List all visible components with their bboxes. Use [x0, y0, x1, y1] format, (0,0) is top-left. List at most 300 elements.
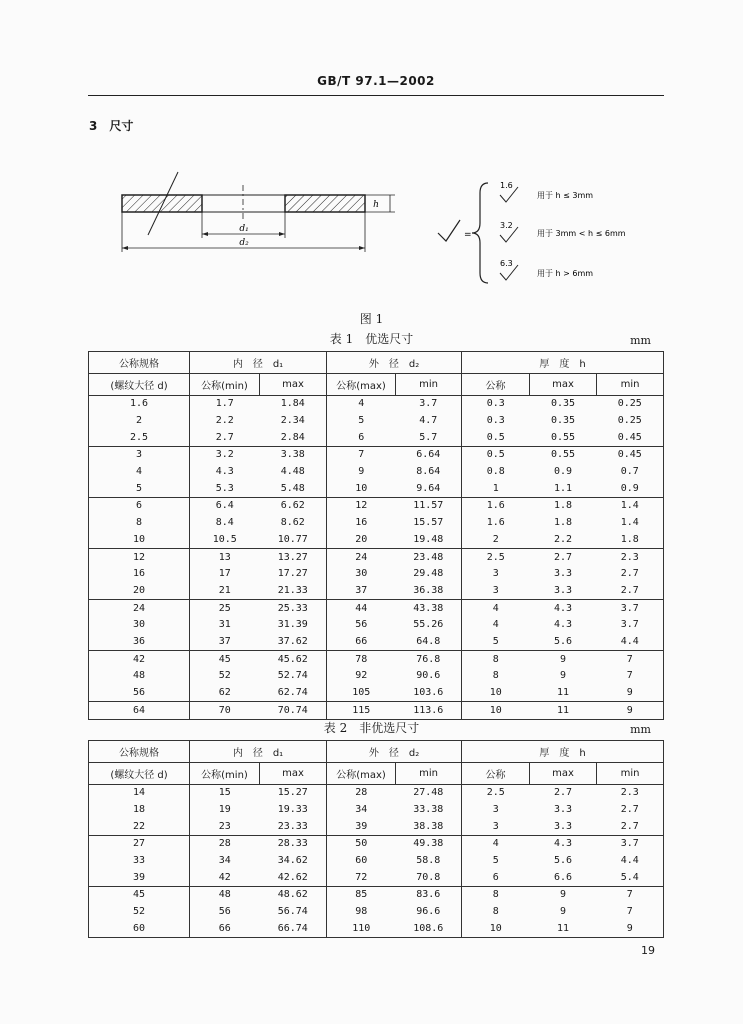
table-cell: 0.55 [530, 447, 597, 464]
col-thick-nominal: 公称 [462, 374, 530, 396]
table-cell: 92 [355, 670, 368, 682]
table-cell: 62.74 [260, 685, 327, 702]
table-row [89, 413, 664, 430]
roughness-note-3: 用于 h > 6mm [537, 269, 594, 278]
table-cell: 31 [218, 619, 231, 631]
table-row [89, 818, 664, 835]
table-cell: 0.35 [550, 415, 576, 427]
col-thick-nominal: 公称 [462, 763, 530, 785]
col-spec-header: 公称规格 [89, 741, 190, 763]
table-cell: 20 [355, 533, 368, 545]
table-cell: 110 [327, 921, 396, 938]
table-cell: 64 [89, 702, 190, 720]
table-cell: 52 [89, 904, 190, 921]
table-cell: 23 [218, 820, 231, 832]
table-cell: 14 [89, 785, 190, 802]
table-cell: 6.4 [190, 498, 260, 515]
table-row [89, 651, 664, 668]
table-cell: 52 [218, 670, 231, 682]
table-cell: 8 [492, 906, 499, 918]
table-cell: 30 [89, 617, 190, 634]
section-number: 3 [89, 119, 98, 133]
table-cell: 66 [355, 635, 368, 647]
table-cell: 3 [492, 820, 499, 832]
table-cell: 10 [489, 687, 502, 699]
table-cell: 11.57 [396, 498, 462, 515]
table-cell: 1 [492, 482, 499, 494]
table-cell: 56.74 [260, 904, 327, 921]
table-row [89, 566, 664, 583]
table-cell: 5 [492, 855, 499, 867]
col-outer-nominal: 公称(max) [327, 374, 396, 396]
table-cell: 11 [557, 687, 570, 699]
table-cell: 6 [492, 871, 499, 883]
table-cell: 42 [89, 651, 190, 668]
table-cell: 0.45 [597, 447, 664, 464]
table-preferred-sizes [88, 351, 664, 720]
col-thick-max: max [530, 763, 597, 785]
table-cell: 10 [462, 702, 530, 720]
table-cell: 3.3 [554, 568, 573, 580]
table-cell: 3 [492, 584, 499, 596]
table-row [89, 921, 664, 938]
table-cell: 1.8 [597, 532, 664, 549]
table-cell: 4.48 [260, 464, 327, 481]
table-cell: 9 [597, 921, 664, 938]
table-cell: 25.33 [260, 600, 327, 617]
table-cell: 25 [190, 600, 260, 617]
table-cell: 83.6 [396, 887, 462, 904]
table2-caption: 表 2 非优选尺寸 [323, 721, 420, 735]
table-cell: 62 [218, 687, 231, 699]
table-cell: 3.38 [260, 447, 327, 464]
table-row [89, 836, 664, 853]
table-cell: 0.55 [550, 431, 576, 443]
table-row [89, 668, 664, 685]
table-non-preferred-sizes [88, 740, 664, 938]
table-cell: 5 [358, 415, 365, 427]
col-inner-diameter: 内 径 d₁ [190, 352, 327, 374]
table-cell: 2.34 [260, 413, 327, 430]
table-cell: 9 [560, 670, 567, 682]
table-cell: 108.6 [396, 921, 462, 938]
table-cell: 6.62 [260, 498, 327, 515]
table-row [89, 853, 664, 870]
table-cell: 5 [492, 635, 499, 647]
table-cell: 5.48 [260, 480, 327, 497]
table-cell: 28 [190, 836, 260, 853]
table-cell: 4 [327, 396, 396, 413]
table-cell: 56 [355, 619, 368, 631]
table-cell: 8 [492, 670, 499, 682]
table-cell: 42 [218, 871, 231, 883]
table-cell: 4.4 [597, 634, 664, 651]
table-cell: 10.77 [260, 532, 327, 549]
table-cell: 15.57 [396, 515, 462, 532]
table-cell: 9 [530, 651, 597, 668]
table-cell: 5.6 [554, 635, 573, 647]
table-cell: 4 [462, 836, 530, 853]
table-cell: 5.3 [215, 482, 234, 494]
table-cell: 2.5 [462, 549, 530, 566]
brace-icon [472, 183, 488, 283]
table-row [89, 549, 664, 566]
table-cell: 34 [355, 804, 368, 816]
table-cell: 28 [327, 785, 396, 802]
table-cell: 8.62 [260, 515, 327, 532]
table-cell: 28.33 [260, 836, 327, 853]
table-cell: 13.27 [260, 549, 327, 566]
table1-caption: 表 1 优选尺寸 [329, 332, 414, 346]
table-cell: 15 [190, 785, 260, 802]
table-cell: 3.7 [396, 396, 462, 413]
table-row [89, 396, 664, 413]
table-cell: 2.84 [260, 429, 327, 446]
table-row [89, 802, 664, 819]
table-row [89, 480, 664, 497]
table-cell: 2 [89, 413, 190, 430]
washer-right-section [285, 195, 365, 212]
col-outer-min: min [396, 374, 462, 396]
table-cell: 115 [327, 702, 396, 720]
table-cell: 21 [218, 584, 231, 596]
table-cell: 8 [89, 515, 190, 532]
table-cell: 4 [89, 464, 190, 481]
table-cell: 10 [462, 921, 530, 938]
table-cell: 66.74 [260, 921, 327, 938]
table-cell: 58.8 [396, 853, 462, 870]
table-cell: 37 [218, 635, 231, 647]
table-cell: 6.6 [554, 871, 573, 883]
table-cell: 55.26 [396, 617, 462, 634]
table-cell: 11 [530, 921, 597, 938]
roughness-note-2: 用于 3mm < h ≤ 6mm [537, 229, 626, 238]
table-cell: 76.8 [396, 651, 462, 668]
table-cell: 7 [597, 651, 664, 668]
table-cell: 103.6 [396, 685, 462, 702]
table-cell: 48.62 [260, 887, 327, 904]
table-cell: 10 [355, 482, 368, 494]
page-header: GB/T 97.1—2002 [317, 74, 435, 88]
table-cell: 34.62 [260, 853, 327, 870]
table-cell: 1.4 [597, 498, 664, 515]
table-cell: 38.38 [396, 818, 462, 835]
table-cell: 3.3 [554, 820, 573, 832]
roughness-value-1: 1.6 [500, 181, 513, 190]
col-spec-subheader: (螺纹大径 d) [89, 374, 190, 396]
table-cell: 52.74 [260, 668, 327, 685]
table-cell: 39 [355, 820, 368, 832]
table-cell: 2.7 [530, 785, 597, 802]
table-cell: 1.6 [462, 498, 530, 515]
col-spec-subheader: (螺纹大径 d) [89, 763, 190, 785]
table-cell: 4.3 [530, 600, 597, 617]
table-cell: 33 [89, 853, 190, 870]
table-cell: 6.64 [396, 447, 462, 464]
table-cell: 8.64 [396, 464, 462, 481]
table-row [89, 887, 664, 904]
table-cell: 9.64 [396, 480, 462, 497]
table-cell: 45 [89, 887, 190, 904]
table-cell: 3 [492, 804, 499, 816]
table-cell: 0.5 [462, 447, 530, 464]
table-cell: 33.38 [396, 802, 462, 819]
table-cell: 7 [327, 447, 396, 464]
table-cell: 5.6 [554, 855, 573, 867]
table-cell: 21.33 [260, 583, 327, 600]
table-cell: 4.3 [554, 619, 573, 631]
table-cell: 45 [190, 651, 260, 668]
table-cell: 9 [597, 685, 664, 702]
roughness-note-1: 用于 h ≤ 3mm [537, 191, 594, 200]
table-cell: 0.25 [597, 396, 664, 413]
table-cell: 13 [190, 549, 260, 566]
table-cell: 70.8 [396, 869, 462, 886]
table1-unit: mm [630, 334, 651, 347]
table-cell: 2.3 [597, 785, 664, 802]
table-cell: 30 [355, 568, 368, 580]
table-cell: 50 [327, 836, 396, 853]
col-thickness: 厚 度 h [462, 352, 664, 374]
table-cell: 6 [89, 498, 190, 515]
table-cell: 4.3 [215, 466, 234, 478]
table-cell: 19 [218, 804, 231, 816]
table-cell: 37 [355, 584, 368, 596]
table-cell: 60 [89, 921, 190, 938]
col-outer-diameter: 外 径 d₂ [327, 741, 462, 763]
table-cell: 19.48 [396, 532, 462, 549]
table-cell: 98 [355, 906, 368, 918]
table-cell: 2.7 [597, 818, 664, 835]
table-cell: 49.38 [396, 836, 462, 853]
table-row [89, 532, 664, 549]
table-cell: 2.2 [554, 533, 573, 545]
table-cell: 18 [89, 802, 190, 819]
roughness-legend [430, 175, 660, 290]
table-row [89, 869, 664, 886]
col-inner-max: max [260, 763, 327, 785]
table-cell: 0.35 [530, 396, 597, 413]
table-cell: 29.48 [396, 566, 462, 583]
table-cell: 7 [597, 904, 664, 921]
table-cell: 9 [530, 887, 597, 904]
table-cell: 2.5 [89, 429, 190, 446]
washer-left-section [122, 195, 202, 212]
table-cell: 0.5 [486, 431, 505, 443]
table-cell: 4.3 [530, 836, 597, 853]
table-cell: 0.7 [597, 464, 664, 481]
table-cell: 56 [218, 906, 231, 918]
table-cell: 6 [358, 431, 365, 443]
table-cell: 36.38 [396, 583, 462, 600]
table-cell: 3 [89, 447, 190, 464]
table-cell: 17 [218, 568, 231, 580]
table-cell: 0.9 [597, 480, 664, 497]
table-cell: 2.2 [215, 415, 234, 427]
table-cell: 70.74 [260, 702, 327, 720]
label-d2: d₂ [239, 238, 249, 248]
table-cell: 2.7 [215, 431, 234, 443]
table-cell: 37.62 [260, 634, 327, 651]
table-row [89, 600, 664, 617]
table-row [89, 685, 664, 702]
table-row [89, 464, 664, 481]
table-cell: 3 [492, 568, 499, 580]
col-inner-nominal: 公称(min) [190, 374, 260, 396]
table-cell: 60 [355, 855, 368, 867]
table-row [89, 617, 664, 634]
table-cell: 5.7 [396, 429, 462, 446]
col-thickness: 厚 度 h [462, 741, 664, 763]
table-row [89, 634, 664, 651]
table-cell: 24 [327, 549, 396, 566]
col-inner-max: max [260, 374, 327, 396]
table-cell: 9 [358, 466, 365, 478]
table-cell: 27.48 [396, 785, 462, 802]
table-cell: 3.7 [597, 836, 664, 853]
table-cell: 9 [560, 906, 567, 918]
table-cell: 1.1 [554, 482, 573, 494]
table-row [89, 498, 664, 515]
table-cell: 16 [89, 566, 190, 583]
table-cell: 31.39 [260, 617, 327, 634]
header-rule [88, 95, 664, 96]
table-cell: 3.3 [554, 584, 573, 596]
table-cell: 23.48 [396, 549, 462, 566]
col-outer-diameter: 外 径 d₂ [327, 352, 462, 374]
svg-text:=: = [464, 230, 472, 240]
table-cell: 2.3 [597, 549, 664, 566]
table-row [89, 904, 664, 921]
table-row [89, 429, 664, 446]
table-cell: 1.8 [554, 517, 573, 529]
table-cell: 2.7 [597, 566, 664, 583]
roughness-value-2: 3.2 [500, 221, 513, 230]
table-cell: 0.25 [597, 413, 664, 430]
table-cell: 3.3 [554, 804, 573, 816]
table-cell: 4.4 [597, 853, 664, 870]
label-d1: d₁ [239, 224, 249, 234]
col-outer-nominal: 公称(max) [327, 763, 396, 785]
table-cell: 0.9 [554, 466, 573, 478]
table-cell: 4 [492, 619, 499, 631]
table-cell: 45.62 [260, 651, 327, 668]
table-cell: 39 [89, 869, 190, 886]
table-cell: 7 [597, 887, 664, 904]
table-cell: 3.2 [190, 447, 260, 464]
table-cell: 85 [327, 887, 396, 904]
washer-drawing [110, 160, 400, 270]
table-cell: 16 [355, 517, 368, 529]
roughness-main-icon [438, 220, 460, 241]
table-cell: 1.4 [597, 515, 664, 532]
col-inner-nominal: 公称(min) [190, 763, 260, 785]
table-cell: 1.8 [530, 498, 597, 515]
table-cell: 2.7 [530, 549, 597, 566]
table-cell: 2.5 [462, 785, 530, 802]
table-cell: 24 [89, 600, 190, 617]
table-cell: 12 [327, 498, 396, 515]
table-cell: 5 [89, 480, 190, 497]
roughness-value-3: 6.3 [500, 259, 513, 268]
table-cell: 1.84 [260, 396, 327, 413]
table-cell: 1.7 [190, 396, 260, 413]
table-cell: 27 [89, 836, 190, 853]
table-cell: 0.8 [486, 466, 505, 478]
table-cell: 0.45 [597, 429, 664, 446]
table-cell: 1.6 [89, 396, 190, 413]
table-cell: 8.4 [215, 517, 234, 529]
col-thick-min: min [597, 763, 664, 785]
table-cell: 20 [89, 583, 190, 600]
table-cell: 15.27 [260, 785, 327, 802]
table-cell: 10 [89, 532, 190, 549]
table-cell: 48 [190, 887, 260, 904]
table-cell: 22 [89, 818, 190, 835]
table-cell: 5.4 [597, 869, 664, 886]
table-cell: 113.6 [396, 702, 462, 720]
table-row [89, 515, 664, 532]
table-cell: 2.7 [597, 583, 664, 600]
table-cell: 2.7 [597, 802, 664, 819]
table-cell: 10.5 [212, 533, 237, 545]
table-cell: 17.27 [260, 566, 327, 583]
table-cell: 3.7 [597, 600, 664, 617]
table-row [89, 447, 664, 464]
table-cell: 56 [89, 685, 190, 702]
table-cell: 9 [597, 702, 664, 720]
figure-caption: 图 1 [359, 312, 384, 326]
table-cell: 0.3 [486, 415, 505, 427]
table-cell: 12 [89, 549, 190, 566]
label-h: h [373, 200, 379, 210]
table-row [89, 785, 664, 802]
table-cell: 8 [462, 651, 530, 668]
table-cell: 78 [327, 651, 396, 668]
table-cell: 2 [492, 533, 499, 545]
table-row [89, 583, 664, 600]
table-cell: 43.38 [396, 600, 462, 617]
table-cell: 36 [89, 634, 190, 651]
table-cell: 34 [218, 855, 231, 867]
table-cell: 90.6 [396, 668, 462, 685]
table-cell: 4.7 [396, 413, 462, 430]
table-cell: 66 [190, 921, 260, 938]
col-outer-min: min [396, 763, 462, 785]
table-row [89, 702, 664, 720]
col-inner-diameter: 内 径 d₁ [190, 741, 327, 763]
col-spec-header: 公称规格 [89, 352, 190, 374]
table-cell: 42.62 [260, 869, 327, 886]
table-cell: 105 [352, 687, 371, 699]
table-cell: 64.8 [396, 634, 462, 651]
page-number: 19 [641, 944, 655, 957]
table-cell: 70 [190, 702, 260, 720]
table-cell: 96.6 [396, 904, 462, 921]
col-thick-max: max [530, 374, 597, 396]
table-cell: 7 [597, 668, 664, 685]
table-cell: 48 [89, 668, 190, 685]
section-heading [89, 117, 133, 134]
col-thick-min: min [597, 374, 664, 396]
table-cell: 4 [462, 600, 530, 617]
table-cell: 44 [327, 600, 396, 617]
table-cell: 1.6 [486, 517, 505, 529]
section-title: 尺寸 [109, 119, 134, 133]
table-cell: 72 [355, 871, 368, 883]
table-cell: 23.33 [260, 818, 327, 835]
table-cell: 19.33 [260, 802, 327, 819]
